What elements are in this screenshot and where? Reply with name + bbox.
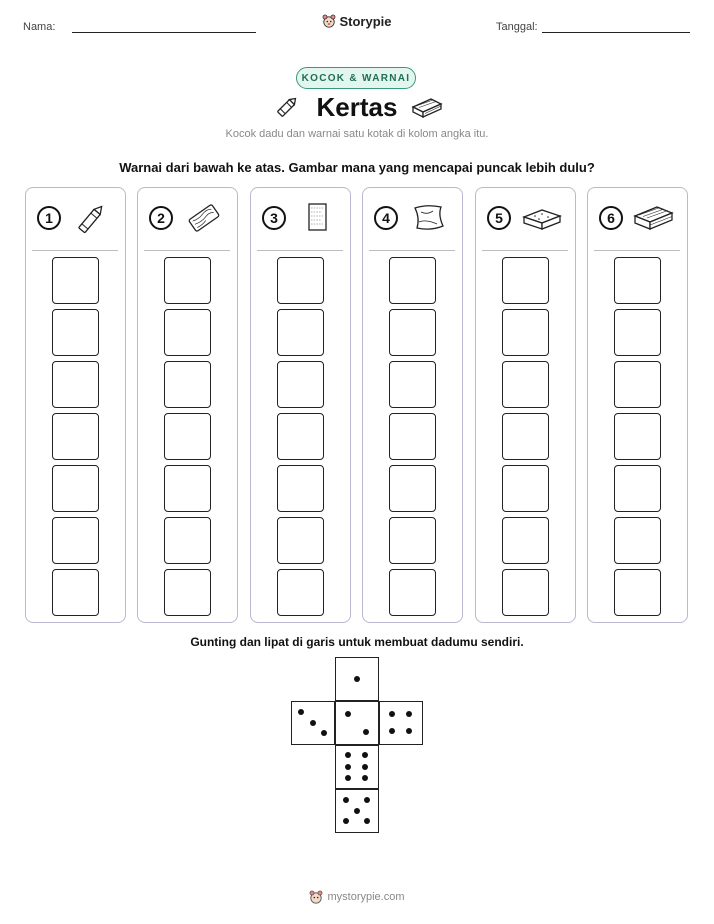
color-box[interactable] [164, 257, 211, 304]
color-box[interactable] [277, 361, 324, 408]
die-pip [389, 728, 395, 734]
paper-sheet-icon [295, 200, 339, 236]
column-divider [369, 250, 455, 251]
column-number: 3 [262, 206, 286, 230]
color-box[interactable] [389, 309, 436, 356]
die-pip [406, 711, 412, 717]
die-pip [362, 752, 368, 758]
color-box[interactable] [52, 309, 99, 356]
brand-name: Storypie [339, 13, 392, 29]
paper-stack-title-icon [410, 95, 444, 121]
wood-plank-icon [182, 200, 226, 236]
die-pip [354, 676, 360, 682]
crayon-icon [70, 200, 114, 236]
color-box[interactable] [389, 517, 436, 564]
color-box[interactable] [277, 309, 324, 356]
die-pip [343, 818, 349, 824]
column-number: 1 [37, 206, 61, 230]
column-divider [257, 250, 343, 251]
die-pip [345, 711, 351, 717]
name-line[interactable] [72, 32, 256, 33]
page-title: Kertas [316, 92, 398, 122]
sponge-icon [520, 200, 564, 236]
column-4 [362, 187, 463, 623]
die-pip [345, 764, 351, 770]
color-box[interactable] [502, 309, 549, 356]
column-number: 2 [149, 206, 173, 230]
date-label: Tanggal: [496, 21, 538, 33]
color-box[interactable] [502, 361, 549, 408]
column-5 [475, 187, 576, 623]
die-pip [343, 797, 349, 803]
color-box[interactable] [277, 517, 324, 564]
footer [0, 889, 714, 908]
color-box[interactable] [614, 413, 661, 460]
color-box[interactable] [389, 413, 436, 460]
paper-stack-icon [632, 200, 676, 236]
color-box[interactable] [502, 257, 549, 304]
color-box[interactable] [502, 465, 549, 512]
color-box[interactable] [614, 517, 661, 564]
cut-instruction: Gunting dan lipat di garis untuk membuat dadumu sendiri. [190, 635, 524, 649]
column-6 [587, 187, 688, 623]
color-box[interactable] [52, 465, 99, 512]
footer-url: mystorypie.com [327, 891, 405, 903]
color-box[interactable] [52, 413, 99, 460]
die-pip [364, 797, 370, 803]
color-box[interactable] [389, 257, 436, 304]
name-label: Nama: [23, 21, 56, 33]
column-divider [144, 250, 230, 251]
color-box[interactable] [389, 361, 436, 408]
die-face-3 [291, 701, 335, 745]
cloth-icon [407, 200, 451, 236]
column-number: 4 [374, 206, 398, 230]
bear-mascot-icon [322, 13, 336, 29]
color-box[interactable] [614, 569, 661, 616]
die-face-5 [335, 789, 379, 833]
column-divider [482, 250, 568, 251]
activity-badge: KOCOK & WARNAI [296, 67, 416, 89]
die-pip [345, 775, 351, 781]
color-box[interactable] [52, 257, 99, 304]
color-box[interactable] [277, 569, 324, 616]
color-box[interactable] [277, 465, 324, 512]
color-box[interactable] [614, 257, 661, 304]
color-box[interactable] [164, 361, 211, 408]
color-box[interactable] [164, 413, 211, 460]
die-pip [354, 808, 360, 814]
color-box[interactable] [164, 465, 211, 512]
color-box[interactable] [614, 309, 661, 356]
die-pip [362, 764, 368, 770]
date-line[interactable] [542, 32, 690, 33]
die-face-1 [335, 657, 379, 701]
die-pip [362, 775, 368, 781]
column-3 [250, 187, 351, 623]
die-pip [345, 752, 351, 758]
page-subtitle: Kocok dadu dan warnai satu kotak di kolom angka itu. [225, 128, 489, 140]
color-box[interactable] [164, 569, 211, 616]
column-1 [25, 187, 126, 623]
column-2 [137, 187, 238, 623]
die-pip [321, 730, 327, 736]
color-box[interactable] [389, 465, 436, 512]
column-number: 6 [599, 206, 623, 230]
die-face-2 [335, 701, 379, 745]
column-divider [594, 250, 680, 251]
die-pip [310, 720, 316, 726]
column-divider [32, 250, 118, 251]
color-box[interactable] [502, 517, 549, 564]
die-face-4 [379, 701, 423, 745]
die-pip [298, 709, 304, 715]
color-box[interactable] [52, 517, 99, 564]
color-box[interactable] [502, 569, 549, 616]
die-pip [406, 728, 412, 734]
die-pip [363, 729, 369, 735]
bear-mascot-icon [309, 889, 323, 905]
color-box[interactable] [164, 309, 211, 356]
color-box[interactable] [502, 413, 549, 460]
color-box[interactable] [277, 413, 324, 460]
die-pip [364, 818, 370, 824]
die-face-6 [335, 745, 379, 789]
column-number: 5 [487, 206, 511, 230]
instruction-text: Warnai dari bawah ke atas. Gambar mana yang mencapai puncak lebih dulu? [119, 160, 595, 175]
color-box[interactable] [614, 465, 661, 512]
color-box[interactable] [389, 569, 436, 616]
die-pip [389, 711, 395, 717]
color-box[interactable] [614, 361, 661, 408]
brand-logo [0, 13, 714, 32]
color-box[interactable] [277, 257, 324, 304]
color-box[interactable] [164, 517, 211, 564]
color-box[interactable] [52, 361, 99, 408]
color-box[interactable] [52, 569, 99, 616]
